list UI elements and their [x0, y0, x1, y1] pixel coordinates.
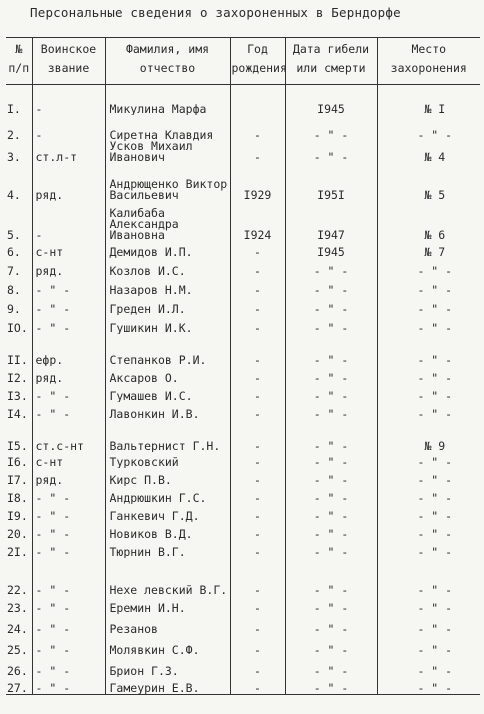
row-number: 5.: [7, 227, 21, 241]
row-rank: - " -: [32, 315, 105, 334]
row-full-name: Сиретна Клавдия: [105, 115, 230, 141]
row-full-name: Микулина Марфа: [105, 85, 230, 115]
table-row: [6, 614, 480, 635]
row-death-date: - " -: [285, 277, 377, 296]
row-full-name: Гамеурин Е.В.: [105, 677, 230, 695]
header-birth-year: Год рождения: [230, 38, 285, 85]
burial-records-table: [6, 37, 480, 695]
header-death-date: Дата гибели или смерти: [285, 38, 377, 85]
row-full-name: Гумашев И.С.: [105, 384, 230, 402]
row-number: 26.: [7, 663, 28, 677]
table-row: [6, 241, 480, 258]
table-row: [6, 468, 480, 486]
row-burial-place: - " -: [377, 402, 480, 420]
row-full-name: Турковский: [105, 452, 230, 468]
row-full-name: Греден И.Л.: [105, 296, 230, 315]
row-birth-year: -: [230, 402, 285, 420]
row-rank: - " -: [32, 558, 105, 596]
row-full-name: Андрюшкин Г.С.: [105, 486, 230, 504]
row-death-date: I945: [285, 85, 377, 115]
row-burial-place: - " -: [377, 366, 480, 384]
row-number: IO.: [7, 320, 28, 334]
row-burial-place: № 9: [377, 420, 480, 452]
row-number: 2.: [7, 127, 21, 141]
row-death-date: I945: [285, 241, 377, 258]
table-row: [6, 334, 480, 366]
row-death-date: - " -: [285, 486, 377, 504]
row-burial-place: - " -: [377, 384, 480, 402]
header-rank: Воинское звание: [32, 38, 105, 85]
row-number: I6.: [7, 454, 28, 468]
row-full-name: Калибаба Александра Ивановна: [105, 201, 230, 241]
row-birth-year: -: [230, 596, 285, 614]
table-row: [6, 402, 480, 420]
row-rank: ст.л-т: [32, 141, 105, 163]
table-row: [6, 201, 480, 241]
row-number: 3.: [7, 149, 21, 163]
row-birth-year: -: [230, 677, 285, 695]
row-rank: - " -: [32, 277, 105, 296]
row-rank: ряд.: [32, 366, 105, 384]
table-row: [6, 315, 480, 334]
row-full-name: Гушикин И.К.: [105, 315, 230, 334]
table-row: [6, 504, 480, 522]
row-death-date: - " -: [285, 366, 377, 384]
row-full-name: Назаров Н.М.: [105, 277, 230, 296]
row-death-date: - " -: [285, 420, 377, 452]
row-death-date: I947: [285, 201, 377, 241]
row-number: 20.: [7, 526, 28, 540]
row-birth-year: -: [230, 420, 285, 452]
row-burial-place: - " -: [377, 486, 480, 504]
row-number: I7.: [7, 472, 28, 486]
row-rank: - " -: [32, 296, 105, 315]
row-birth-year: -: [230, 614, 285, 635]
row-rank: ряд.: [32, 468, 105, 486]
row-number: I3.: [7, 388, 28, 402]
table-row: [6, 452, 480, 468]
row-birth-year: -: [230, 141, 285, 163]
row-number: 6.: [7, 244, 21, 258]
row-rank: с-нт: [32, 452, 105, 468]
header-number: № п/п: [6, 38, 32, 85]
row-number: 23.: [7, 600, 28, 614]
row-burial-place: № 5: [377, 163, 480, 201]
row-death-date: - " -: [285, 115, 377, 141]
row-full-name: Нехе левский В.Г.: [105, 558, 230, 596]
row-rank: - " -: [32, 504, 105, 522]
row-birth-year: I929: [230, 163, 285, 201]
row-full-name: Ганкевич Г.Д.: [105, 504, 230, 522]
row-full-name: Еремин И.Н.: [105, 596, 230, 614]
row-full-name: Аксаров О.: [105, 366, 230, 384]
row-burial-place: - " -: [377, 315, 480, 334]
row-birth-year: -: [230, 558, 285, 596]
row-rank: ефр.: [32, 334, 105, 366]
row-rank: ряд.: [32, 163, 105, 201]
table-row: [6, 296, 480, 315]
row-birth-year: I924: [230, 201, 285, 241]
row-death-date: - " -: [285, 504, 377, 522]
row-rank: ст.с-нт: [32, 420, 105, 452]
table-row: [6, 522, 480, 540]
row-number: 22.: [7, 582, 28, 596]
row-death-date: - " -: [285, 334, 377, 366]
row-birth-year: -: [230, 522, 285, 540]
row-number: 2I.: [7, 544, 28, 558]
row-death-date: - " -: [285, 452, 377, 468]
row-birth-year: -: [230, 468, 285, 486]
row-number: I8.: [7, 490, 28, 504]
row-birth-year: -: [230, 366, 285, 384]
row-burial-place: - " -: [377, 558, 480, 596]
row-burial-place: - " -: [377, 296, 480, 315]
row-rank: - " -: [32, 402, 105, 420]
row-number: I.: [7, 101, 21, 115]
row-rank: - " -: [32, 384, 105, 402]
row-death-date: - " -: [285, 522, 377, 540]
row-rank: - " -: [32, 677, 105, 695]
row-number: I9.: [7, 508, 28, 522]
row-burial-place: - " -: [377, 334, 480, 366]
row-birth-year: -: [230, 504, 285, 522]
row-birth-year: -: [230, 296, 285, 315]
row-death-date: - " -: [285, 540, 377, 558]
row-full-name: Степанков Р.И.: [105, 334, 230, 366]
row-burial-place: - " -: [377, 258, 480, 277]
row-death-date: - " -: [285, 656, 377, 677]
row-burial-place: - " -: [377, 635, 480, 656]
row-death-date: - " -: [285, 468, 377, 486]
row-birth-year: -: [230, 334, 285, 366]
row-birth-year: -: [230, 540, 285, 558]
row-burial-place: - " -: [377, 452, 480, 468]
row-rank: - " -: [32, 522, 105, 540]
table-row: [6, 258, 480, 277]
row-rank: -: [32, 115, 105, 141]
row-number: II.: [7, 352, 28, 366]
row-birth-year: -: [230, 384, 285, 402]
row-birth-year: -: [230, 277, 285, 296]
row-number: 25.: [7, 642, 28, 656]
row-full-name: Резанов: [105, 614, 230, 635]
row-rank: - " -: [32, 486, 105, 504]
row-burial-place: - " -: [377, 115, 480, 141]
row-full-name: Лавонкин И.В.: [105, 402, 230, 420]
row-burial-place: № I: [377, 85, 480, 115]
row-number: I4.: [7, 406, 28, 420]
row-rank: - " -: [32, 596, 105, 614]
header-burial-place: Место захоронения: [377, 38, 480, 85]
row-number: I2.: [7, 370, 28, 384]
row-death-date: I95I: [285, 163, 377, 201]
row-rank: -: [32, 201, 105, 241]
row-full-name: Козлов И.С.: [105, 258, 230, 277]
row-rank: с-нт: [32, 241, 105, 258]
row-rank: -: [32, 85, 105, 115]
row-burial-place: - " -: [377, 504, 480, 522]
row-number: 27.: [7, 681, 28, 695]
row-full-name: Тюрнин В.Г.: [105, 540, 230, 558]
row-burial-place: № 7: [377, 241, 480, 258]
row-birth-year: -: [230, 115, 285, 141]
table-row: [6, 635, 480, 656]
row-full-name: Молявкин С.Ф.: [105, 635, 230, 656]
row-death-date: - " -: [285, 315, 377, 334]
table-row: [6, 163, 480, 201]
row-burial-place: - " -: [377, 522, 480, 540]
table-row: [6, 596, 480, 614]
row-death-date: - " -: [285, 296, 377, 315]
row-rank: - " -: [32, 635, 105, 656]
row-number: 4.: [7, 187, 21, 201]
row-number: 24.: [7, 621, 28, 635]
row-birth-year: -: [230, 315, 285, 334]
row-full-name: Вальтернист Г.Н.: [105, 420, 230, 452]
row-full-name: Кирс П.В.: [105, 468, 230, 486]
row-birth-year: -: [230, 241, 285, 258]
table-row: [6, 420, 480, 452]
table-header-row: [6, 38, 480, 85]
document-title: Персональные сведения о захороненных в Берндорфе: [30, 5, 401, 20]
table-row: [6, 540, 480, 558]
row-burial-place: - " -: [377, 656, 480, 677]
row-full-name: Демидов И.П.: [105, 241, 230, 258]
row-burial-place: - " -: [377, 277, 480, 296]
row-death-date: - " -: [285, 596, 377, 614]
table-row: [6, 486, 480, 504]
row-burial-place: - " -: [377, 596, 480, 614]
row-birth-year: -: [230, 258, 285, 277]
row-number: I5.: [7, 438, 28, 452]
row-rank: - " -: [32, 656, 105, 677]
row-birth-year: -: [230, 486, 285, 504]
row-death-date: - " -: [285, 402, 377, 420]
row-full-name: Новиков В.Д.: [105, 522, 230, 540]
table-row: [6, 558, 480, 596]
row-burial-place: № 6: [377, 201, 480, 241]
table-row: [6, 366, 480, 384]
row-rank: - " -: [32, 614, 105, 635]
row-rank: ряд.: [32, 258, 105, 277]
row-death-date: - " -: [285, 614, 377, 635]
table-body: [6, 85, 480, 695]
row-number: 7.: [7, 263, 21, 277]
table-row: [6, 656, 480, 677]
table-row: [6, 85, 480, 115]
row-death-date: - " -: [285, 635, 377, 656]
table-row: [6, 677, 480, 695]
row-burial-place: - " -: [377, 540, 480, 558]
row-number: 9.: [7, 301, 21, 315]
row-burial-place: № 4: [377, 141, 480, 163]
table-row: [6, 277, 480, 296]
table-row: [6, 384, 480, 402]
table-row: [6, 141, 480, 163]
row-full-name: Брион Г.З.: [105, 656, 230, 677]
row-birth-year: -: [230, 656, 285, 677]
table-row: [6, 115, 480, 141]
row-full-name: Усков Михаил Иванович: [105, 141, 230, 163]
header-full-name: Фамилия, имя отчество: [105, 38, 230, 85]
row-rank: - " -: [32, 540, 105, 558]
row-full-name: Андрющенко Виктор Васильевич: [105, 163, 230, 201]
row-burial-place: - " -: [377, 468, 480, 486]
row-birth-year: [230, 85, 285, 115]
row-death-date: - " -: [285, 258, 377, 277]
row-birth-year: -: [230, 635, 285, 656]
row-birth-year: -: [230, 452, 285, 468]
row-burial-place: - " -: [377, 677, 480, 695]
row-burial-place: - " -: [377, 614, 480, 635]
row-number: 8.: [7, 282, 21, 296]
row-death-date: - " -: [285, 677, 377, 695]
row-death-date: - " -: [285, 141, 377, 163]
row-death-date: - " -: [285, 558, 377, 596]
row-death-date: - " -: [285, 384, 377, 402]
